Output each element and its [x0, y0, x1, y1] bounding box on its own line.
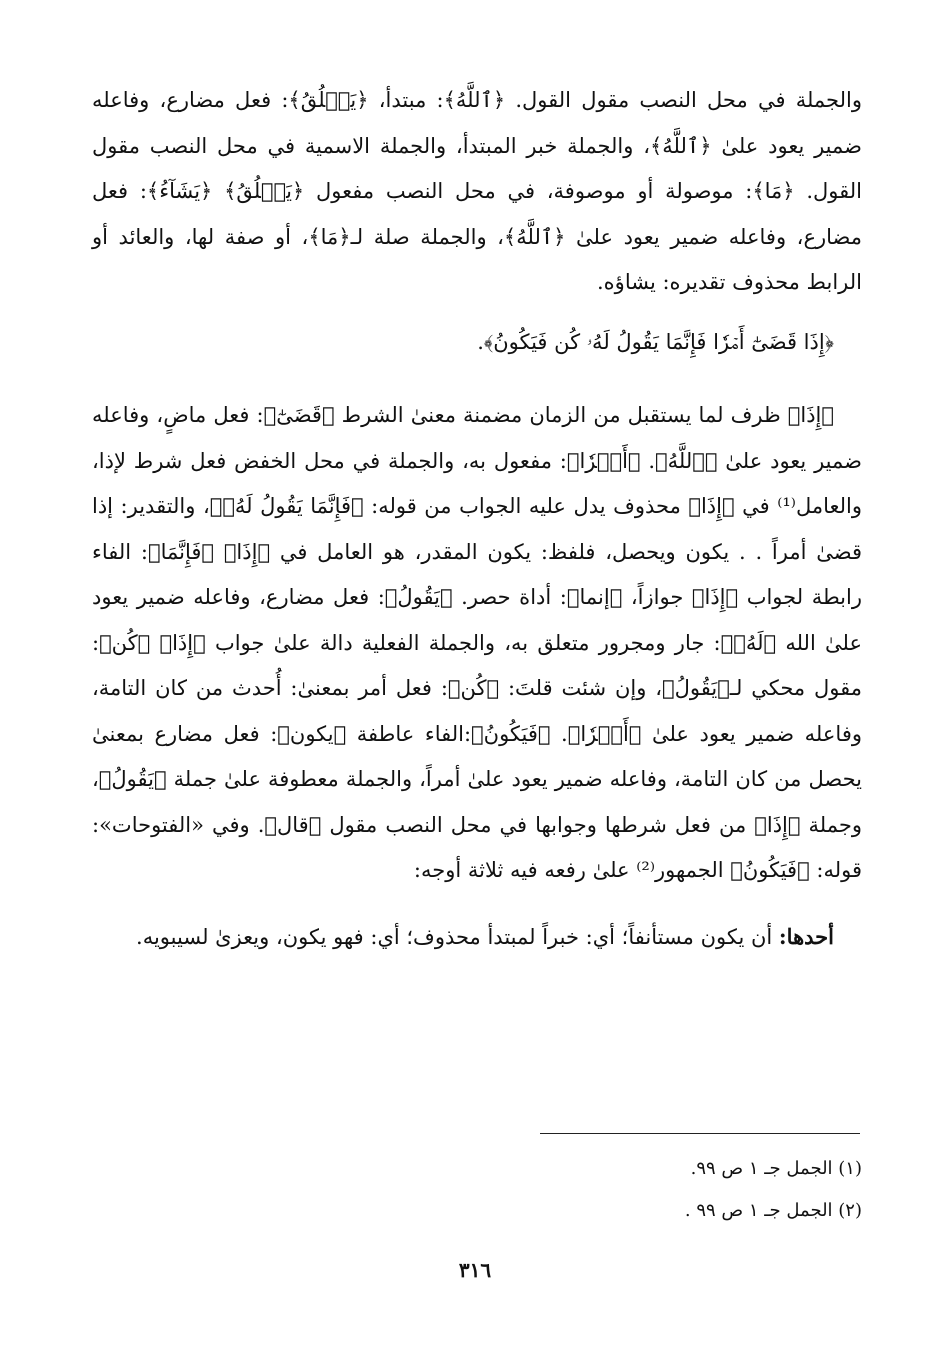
footnote-divider	[540, 1133, 860, 1134]
paragraph-3-lead: أحدها:	[778, 923, 834, 949]
main-text	[92, 78, 862, 960]
footnote-2: (٢) الجمل جـ ١ ص ٩٩ .	[684, 1200, 862, 1221]
paragraph-3	[92, 914, 862, 961]
quran-verse: ﴿إِذَا قَضَىٰٓ أَمۡرٗا فَإِنَّمَا يَقُولُ لَهُۥ كُن فَيَكُونُ﴾.	[477, 329, 834, 354]
paragraph-1: والجملة في محل النصب مقول القول. ﴿ٱللَّهُ﴾: مبتدأ، ﴿يَخۡلُقُ﴾: فعل مضارع، وفاعله ضمير يعود علىٰ ﴿ٱللَّهُ﴾، والجملة خبر المبتدأ، والجملة الاسمية في محل النصب مقول القول. ﴿مَا﴾: موصولة أو موصوفة، في محل النصب مفعول ﴿يَخۡلُقُ﴾ ﴿يَشَآءُ﴾: فعل مضارع، وفاعله ضمير يعود علىٰ ﴿ٱللَّهُ﴾، والجملة صلة لـ﴿مَا﴾، أو صفة لها، والعائد أو الرابط محذوف تقديره: يشاؤه.	[92, 88, 862, 294]
footnote-1: (١) الجمل جـ ١ ص ٩٩.	[690, 1158, 862, 1179]
paragraph-2: ﴿إِذَا﴾ ظرف لما يستقبل من الزمان مضمنة معنىٰ الشرط ﴿قَضَىٰٓ﴾: فعل ماضٍ، وفاعله ضمير يعود علىٰ ﴿ٱللَّهُ﴾. ﴿أَمۡرٗا﴾: مفعول به، والجملة في محل الخفض فعل شرط لإذا، والعامل⁽¹⁾ في ﴿إِذَا﴾ محذوف يدل عليه الجواب من قوله: ﴿فَإِنَّمَا يَقُولُ لَهُۥ﴾، والتقدير: إذا قضىٰ أمراً . . يكون ويحصل، فلفظ: يكون المقدر، هو العامل في ﴿إِذَا﴾ ﴿فَإِنَّمَا﴾: الفاء رابطة لجواب ﴿إِذَا﴾ جوازاً، ﴿إنما﴾: أداة حصر. ﴿يَقُولُ﴾: فعل مضارع، وفاعله ضمير يعود علىٰ الله ﴿لَهُۥ﴾: جار ومجرور متعلق به، والجملة الفعلية دالة علىٰ جواب ﴿إِذَا﴾ ﴿كُن﴾: مقول محكي لـ﴿يَقُولُ﴾، وإن شئت قلتَ: ﴿كُن﴾: فعل أمر بمعنىٰ: أُحدث من كان التامة، وفاعله ضمير يعود علىٰ ﴿أَمۡرٗا﴾. ﴿فَيَكُونُ﴾:الفاء عاطفة ﴿يكون﴾: فعل مضارع بمعنىٰ يحصل من كان التامة، وفاعله ضمير يعود علىٰ أمراً، والجملة معطوفة علىٰ جملة ﴿يَقُولُ﴾، وجملة ﴿إِذَا﴾ من فعل شرطها وجوابها في محل النصب مقول ﴿قال﴾. وفي «الفتوحات»: قوله: ﴿فَيَكُونُ﴾ الجمهور⁽²⁾ علىٰ رفعه فيه ثلاثة أوجه:	[92, 403, 862, 882]
page-number: ٣١٦	[458, 1258, 492, 1282]
paragraph-3-rest: أن يكون مستأنفاً؛ أي: خبراً لمبتدأ محذوف؛ أي: فهو يكون، ويعزىٰ لسيبويه.	[136, 924, 779, 949]
footnotes	[92, 1148, 862, 1232]
